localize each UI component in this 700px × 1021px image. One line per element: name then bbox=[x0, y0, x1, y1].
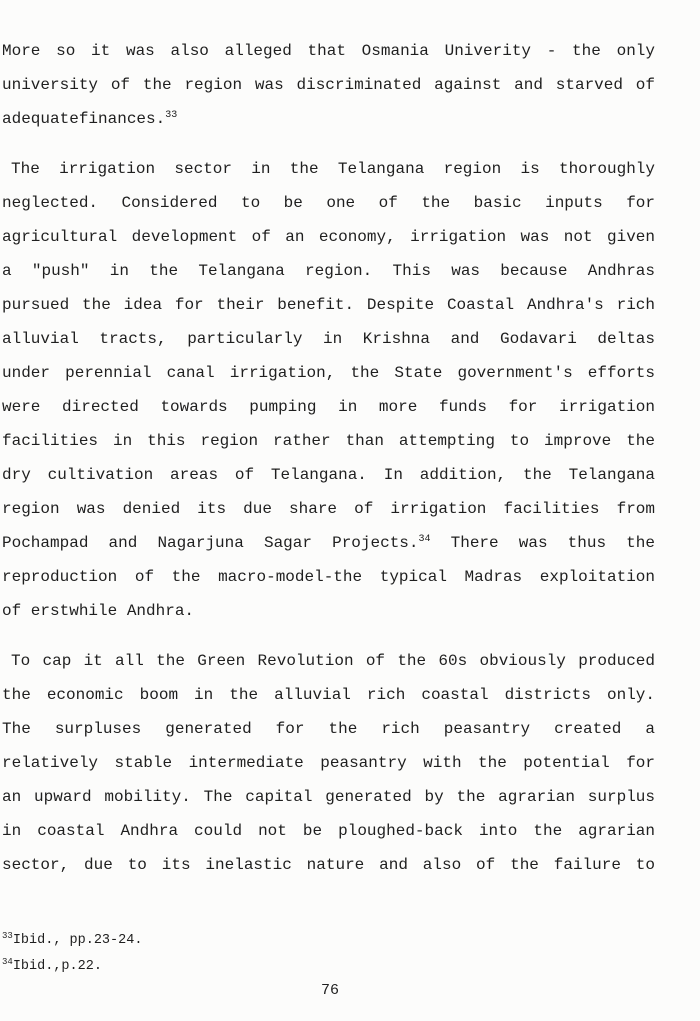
footnote: $^{34}$Ibid.,p.22. bbox=[2, 956, 102, 974]
text-line: dry cultivation areas of Telangana. In addition, the Telangana bbox=[2, 466, 655, 484]
text-line: facilities in this region rather than attempting to improve the bbox=[2, 432, 655, 450]
text-line: alluvial tracts, particularly in Krishna and Godavari deltas bbox=[2, 330, 655, 348]
text-line: relatively stable intermediate peasantry with the potential for bbox=[2, 754, 655, 772]
footnotes bbox=[2, 928, 655, 979]
page-body bbox=[2, 34, 655, 882]
text-line: of erstwhile Andhra. bbox=[2, 602, 195, 620]
text-line: Pochampad and Nagarjuna Sagar Projects.$^{34}$ There was thus the bbox=[2, 534, 655, 552]
text-line: More so it was also alleged that Osmania Univerity - the only bbox=[2, 42, 655, 60]
footnote-ref: 33 bbox=[165, 110, 178, 121]
footnote: $^{33}$Ibid., pp.23-24. bbox=[2, 931, 143, 948]
text-line: neglected. Considered to be one of the basic inputs for bbox=[2, 194, 655, 212]
text-line: a "push" in the Telangana region. This was because Andhras bbox=[2, 262, 655, 280]
text-line: an upward mobility. The capital generated by the agrarian surplus bbox=[2, 788, 655, 806]
paragraph bbox=[2, 34, 655, 136]
text-line: were directed towards pumping in more funds for irrigation bbox=[2, 398, 655, 416]
text-line: The surpluses generated for the rich peasantry created a bbox=[2, 720, 655, 738]
footnote-ref: 34 bbox=[418, 534, 431, 545]
text-line: university of the region was discriminated against and starved of bbox=[2, 76, 655, 94]
text-line: adequatefinances.$^{33}$ bbox=[2, 110, 178, 128]
text-line: sector, due to its inelastic nature and also of the failure to bbox=[2, 856, 655, 874]
text-line: The irrigation sector in the Telangana region is thoroughly bbox=[11, 160, 655, 178]
footnote-marker: 33 bbox=[2, 931, 13, 941]
text-line: pursued the idea for their benefit. Despite Coastal Andhra's rich bbox=[2, 296, 655, 314]
text-line: agricultural development of an economy, irrigation was not given bbox=[2, 228, 655, 246]
page-number: 76 bbox=[320, 982, 339, 999]
text-line: region was denied its due share of irrigation facilities from bbox=[2, 500, 655, 518]
paragraph bbox=[2, 152, 655, 628]
text-line: under perennial canal irrigation, the State government's efforts bbox=[2, 364, 655, 382]
text-line: the economic boom in the alluvial rich coastal districts only. bbox=[2, 686, 655, 704]
paragraph bbox=[2, 644, 655, 882]
text-line: reproduction of the macro-model-the typical Madras exploitation bbox=[2, 568, 655, 586]
footnote-marker: 34 bbox=[2, 956, 13, 967]
text-line: in coastal Andhra could not be ploughed-back into the agrarian bbox=[2, 822, 655, 840]
text-line: To cap it all the Green Revolution of the 60s obviously produced bbox=[11, 652, 655, 670]
